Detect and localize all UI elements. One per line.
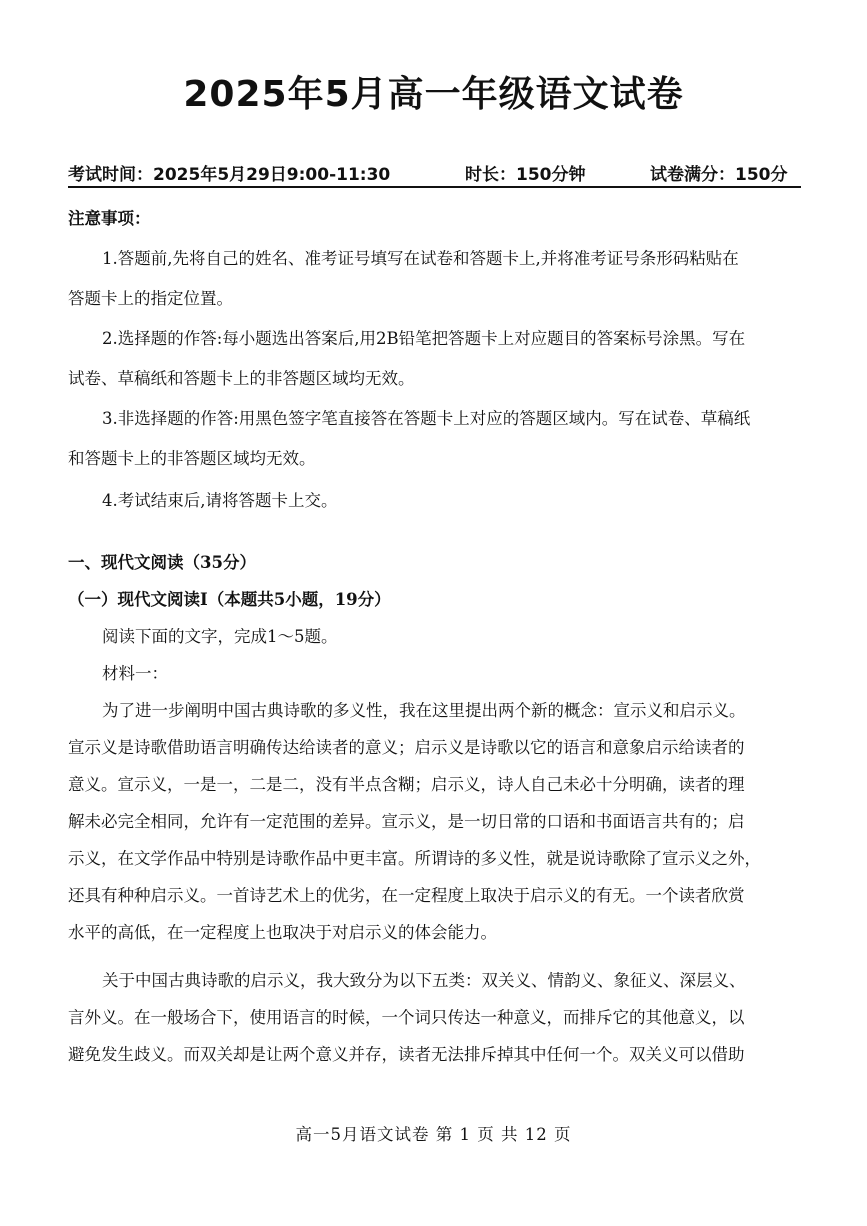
section-subheading: （一）现代文阅读Ⅰ（本题共5小题，19分） — [68, 590, 391, 609]
page-footer: 高一5月语文试卷 第 1 页 共 12 页 — [295, 1125, 572, 1144]
page-title: 2025年5月高一年级语文试卷 — [183, 74, 684, 115]
paragraph-line: 意义。宣示义，一是一，二是二，没有半点含糊；启示义，诗人自己未必十分明确，读者的理 — [68, 775, 745, 794]
section-heading: 一、现代文阅读（35分） — [68, 553, 256, 572]
exam-full-score: 试卷满分：150分 — [650, 165, 788, 185]
reading-instruction: 阅读下面的文字，完成1～5题。 — [102, 627, 338, 646]
notice-line: 试卷、草稿纸和答题卡上的非答题区域均无效。 — [68, 369, 415, 388]
notice-line: 答题卡上的指定位置。 — [68, 289, 233, 308]
notice-line: 3.非选择题的作答:用黑色签字笔直接答在答题卡上对应的答题区域内。写在试卷、草稿纸 — [102, 409, 751, 428]
paragraph-line: 为了进一步阐明中国古典诗歌的多义性，我在这里提出两个新的概念：宣示义和启示义。 — [102, 701, 746, 720]
paragraph-line: 宣示义是诗歌借助语言明确传达给读者的意义；启示义是诗歌以它的语言和意象启示给读者的 — [68, 738, 745, 757]
notice-line: 4.考试结束后,请将答题卡上交。 — [102, 491, 338, 510]
paragraph-line: 水平的高低，在一定程度上也取决于对启示义的体会能力。 — [68, 923, 497, 942]
notice-heading: 注意事项： — [68, 209, 151, 228]
paragraph-line: 示义，在文学作品中特别是诗歌作品中更丰富。所谓诗的多义性，就是说诗歌除了宣示义之外， — [68, 849, 761, 868]
notice-line: 和答题卡上的非答题区域均无效。 — [68, 449, 316, 468]
exam-info-bar — [68, 158, 801, 188]
paragraph-line: 避免发生歧义。而双关却是让两个意义并存，读者无法排斥掉其中任何一个。双关义可以借助 — [68, 1045, 745, 1064]
paragraph-line: 关于中国古典诗歌的启示义，我大致分为以下五类：双关义、情韵义、象征义、深层义、 — [102, 971, 746, 990]
exam-duration: 时长：150分钟 — [465, 165, 586, 185]
paragraph-line: 言外义。在一般场合下，使用语言的时候，一个词只传达一种意义，而排斥它的其他意义，以 — [68, 1008, 745, 1027]
notice-line: 2.选择题的作答:每小题选出答案后,用2B铅笔把答题卡上对应题目的答案标号涂黑。写在 — [102, 329, 746, 348]
exam-time: 考试时间：2025年5月29日9:00-11:30 — [68, 165, 391, 185]
paragraph-line: 解未必完全相同，允许有一定范围的差异。宣示义，是一切日常的口语和书面语言共有的；启 — [68, 812, 745, 831]
material-label: 材料一： — [102, 664, 168, 683]
paragraph-line: 还具有种种启示义。一首诗艺术上的优劣，在一定程度上取决于启示义的有无。一个读者欣赏 — [68, 886, 745, 905]
notice-line: 1.答题前,先将自己的姓名、准考证号填写在试卷和答题卡上,并将准考证号条形码粘贴在 — [102, 249, 739, 268]
